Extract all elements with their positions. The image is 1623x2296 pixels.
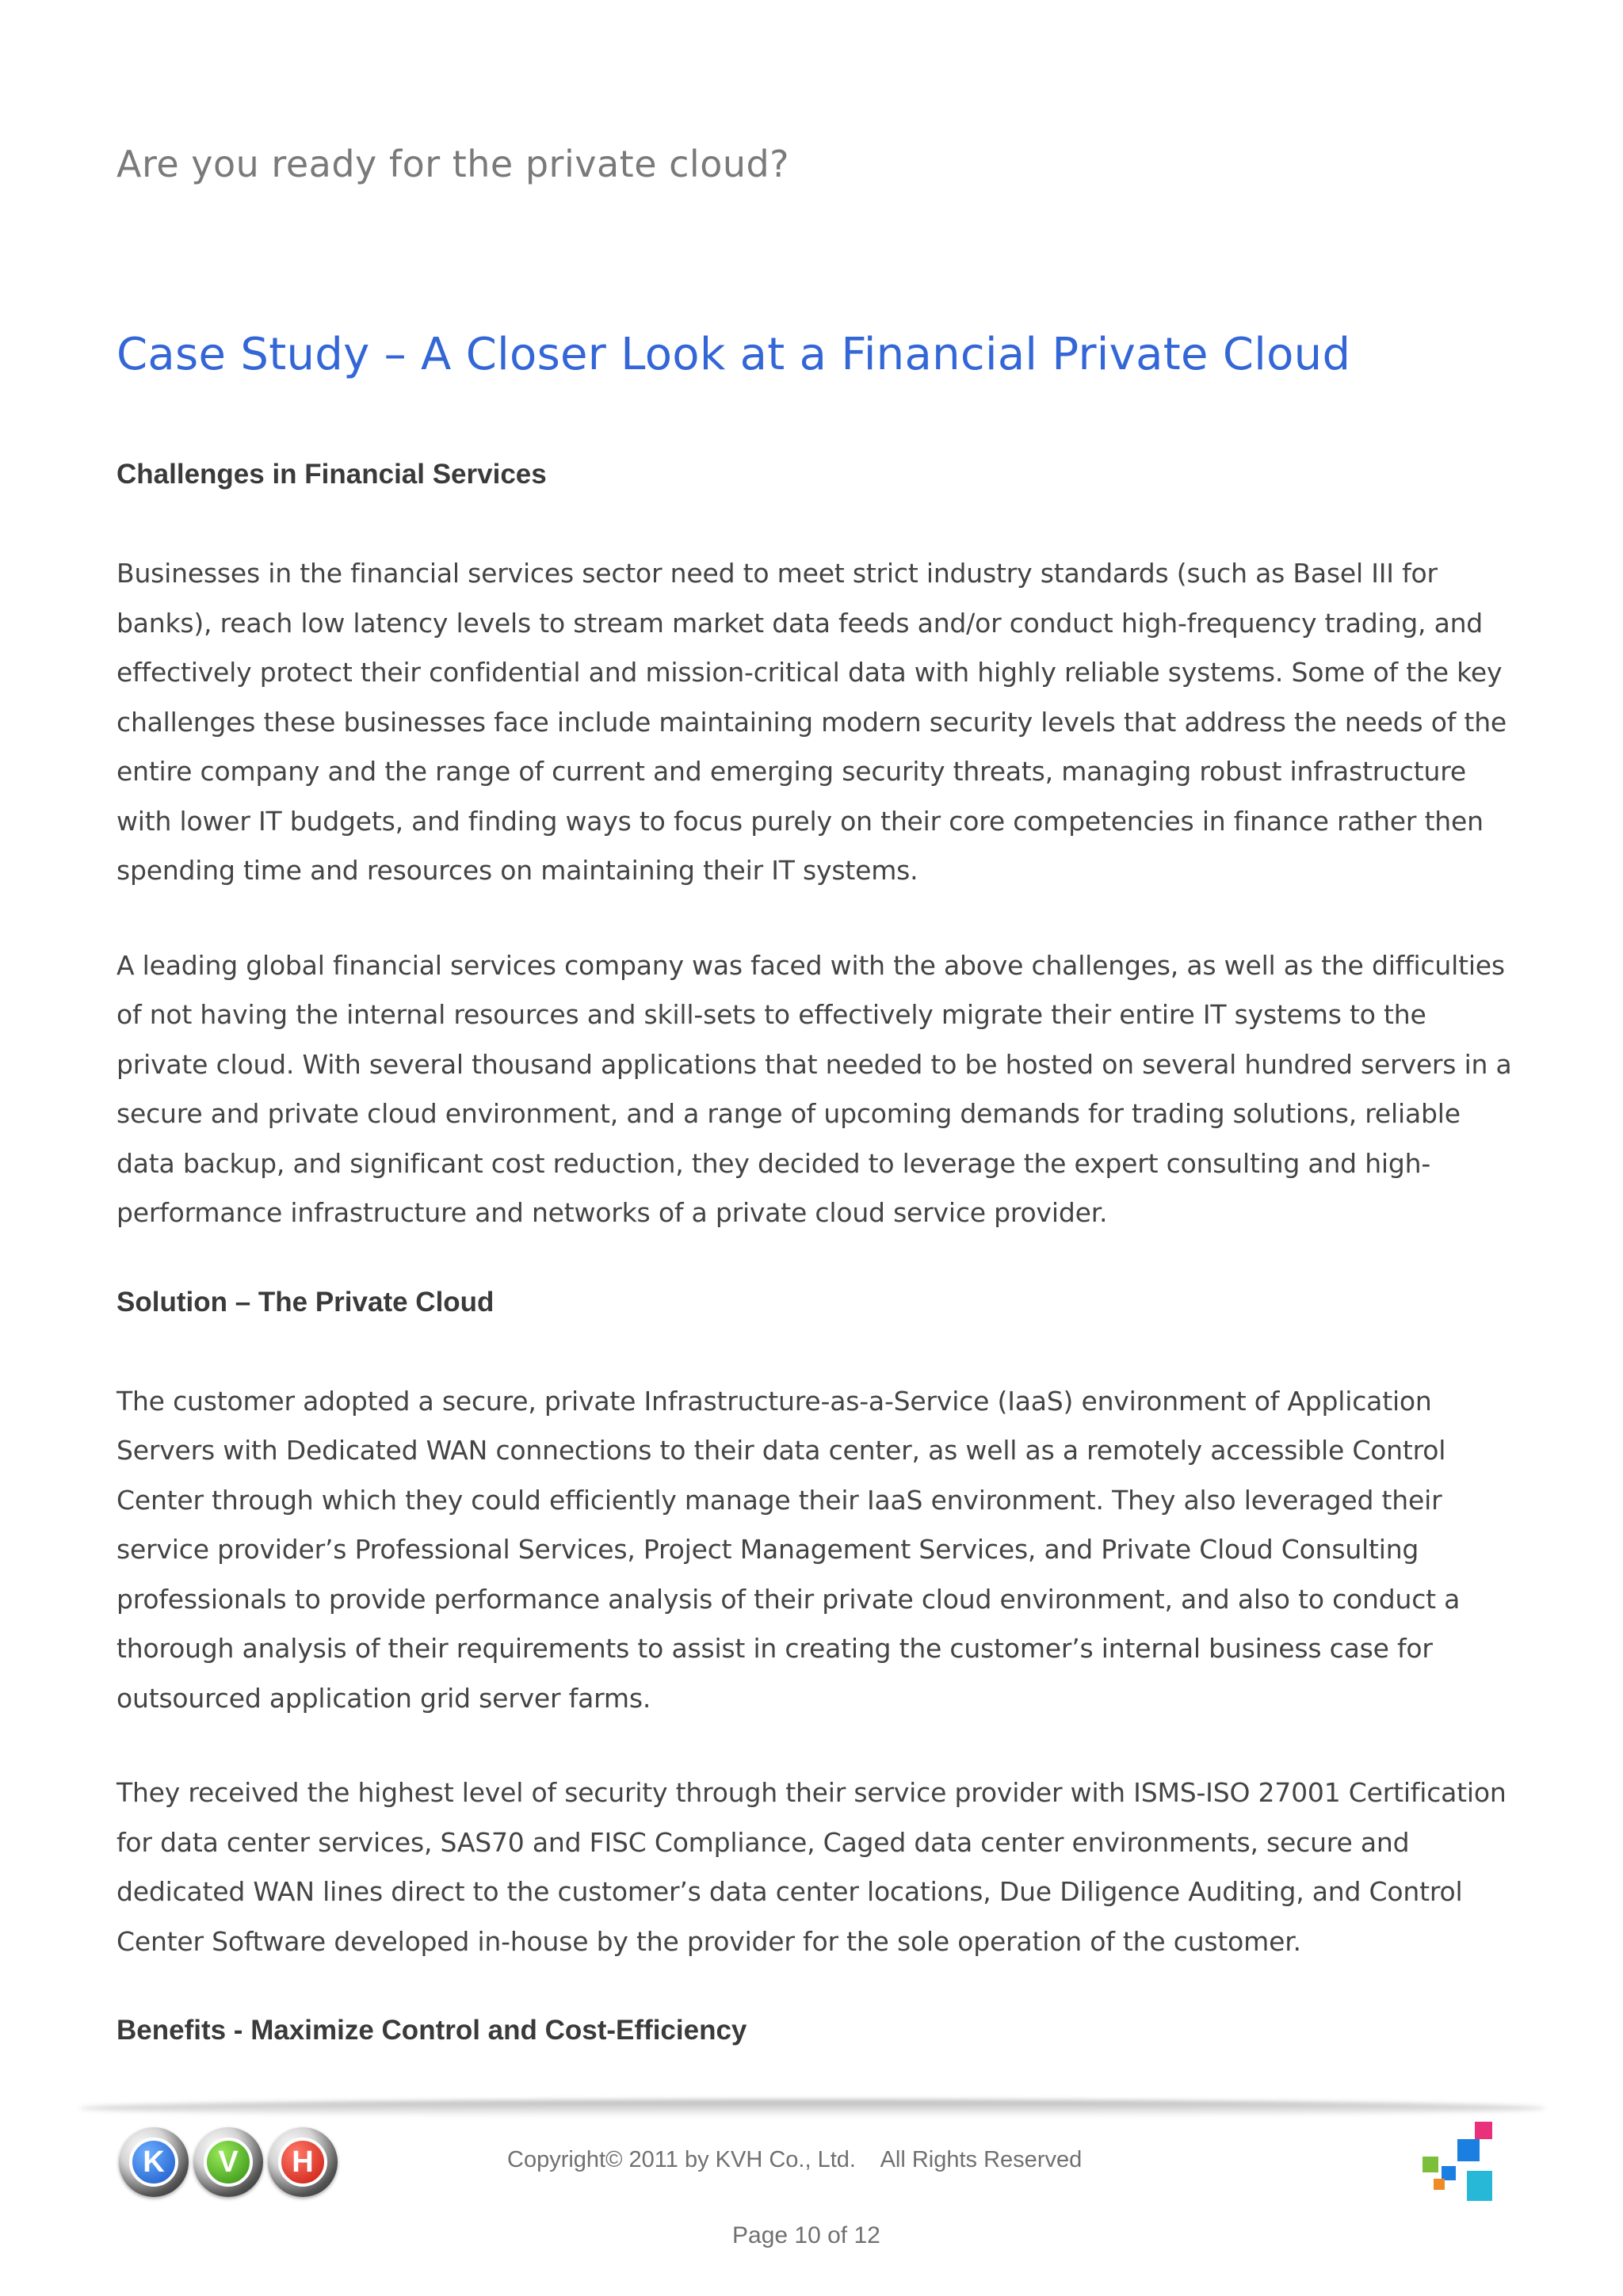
paragraph-challenges-2: A leading global financial services company was faced with the above challenges, as well as the difficulties of not having the internal resources and skill-sets to effectively migrate their entire IT systems to the private cloud. With several thousand applications that needed to be hosted on several hundred servers in a secure and private cloud environment, and a range of upcoming demands for trading solutions, reliable data backup, and significant cost reduction, they decided to leverage the expert consulting and high-performance infrastructure and networks of a private cloud service provider. xyxy=(116,949,1512,1228)
section-heading-solution: Solution – The Private Cloud xyxy=(116,1286,495,1318)
pixel-orange-square xyxy=(1434,2179,1445,2190)
pixel-squares-logo-icon xyxy=(1423,2122,1494,2209)
pixel-cyan-square xyxy=(1467,2171,1492,2201)
pixel-pink-square xyxy=(1475,2122,1492,2139)
section-heading-benefits: Benefits - Maximize Control and Cost-Efficiency xyxy=(116,2015,747,2046)
paragraph-solution-2: They received the highest level of security through their service provider with ISMS-ISO 27001 Certification for data center services, SAS70 and FISC Compliance, Caged data center environments, secure and dedicated WAN lines direct to the customer’s data center locations, Due Diligence Auditing, and Control Center Software developed in-house by the provider for the sole operation of the customer. xyxy=(116,1777,1507,1957)
logo-h-icon: H xyxy=(268,2127,338,2197)
pixel-blue-square xyxy=(1457,2139,1480,2161)
paragraph-solution-1: The customer adopted a secure, private Infrastructure-as-a-Service (IaaS) environment of Application Servers with Dedicated WAN connections to their data center, as well as a remotely accessible Control Center through which they could efficiently manage their IaaS environment. They also leveraged their service provider’s Professional Services, Project Management Services, and Private Cloud Consulting professionals to provide performance analysis of their private cloud environment, and also to conduct a thorough analysis of their requirements to assist in creating the customer’s internal business case for outsourced application grid server farms. xyxy=(116,1385,1461,1714)
kvh-logo xyxy=(119,2127,338,2197)
footer-divider xyxy=(79,2100,1545,2117)
page-number: Page 10 of 12 xyxy=(732,2222,880,2248)
document-body xyxy=(116,456,1519,2050)
logo-k-icon: K xyxy=(119,2127,189,2197)
paragraph-challenges-1: Businesses in the financial services sector need to meet strict industry standards (such as Basel III for banks), reach low latency levels to stream market data feeds and/or conduct high-frequency trading, and effectively protect their confidential and mission-critical data with highly reliable systems. Some of the key challenges these businesses face include maintaining modern security levels that address the needs of the entire company and the range of current and emerging security threats, managing robust infrastructure with lower IT budgets, and finding ways to focus purely on their core competencies in finance rather then spending time and resources on maintaining their IT systems. xyxy=(116,558,1507,886)
logo-v-icon: V xyxy=(193,2127,263,2197)
section-heading-challenges: Challenges in Financial Services xyxy=(116,459,547,490)
footer-copyright: Copyright© 2011 by KVH Co., Ltd. All Rights Reserved xyxy=(507,2147,1083,2172)
case-study-title: Case Study – A Closer Look at a Financial Private Cloud xyxy=(116,329,1351,380)
pixel-green-square xyxy=(1423,2157,1438,2172)
pixel-small-blue-square xyxy=(1442,2166,1456,2180)
document-header-title: Are you ready for the private cloud? xyxy=(116,143,790,185)
